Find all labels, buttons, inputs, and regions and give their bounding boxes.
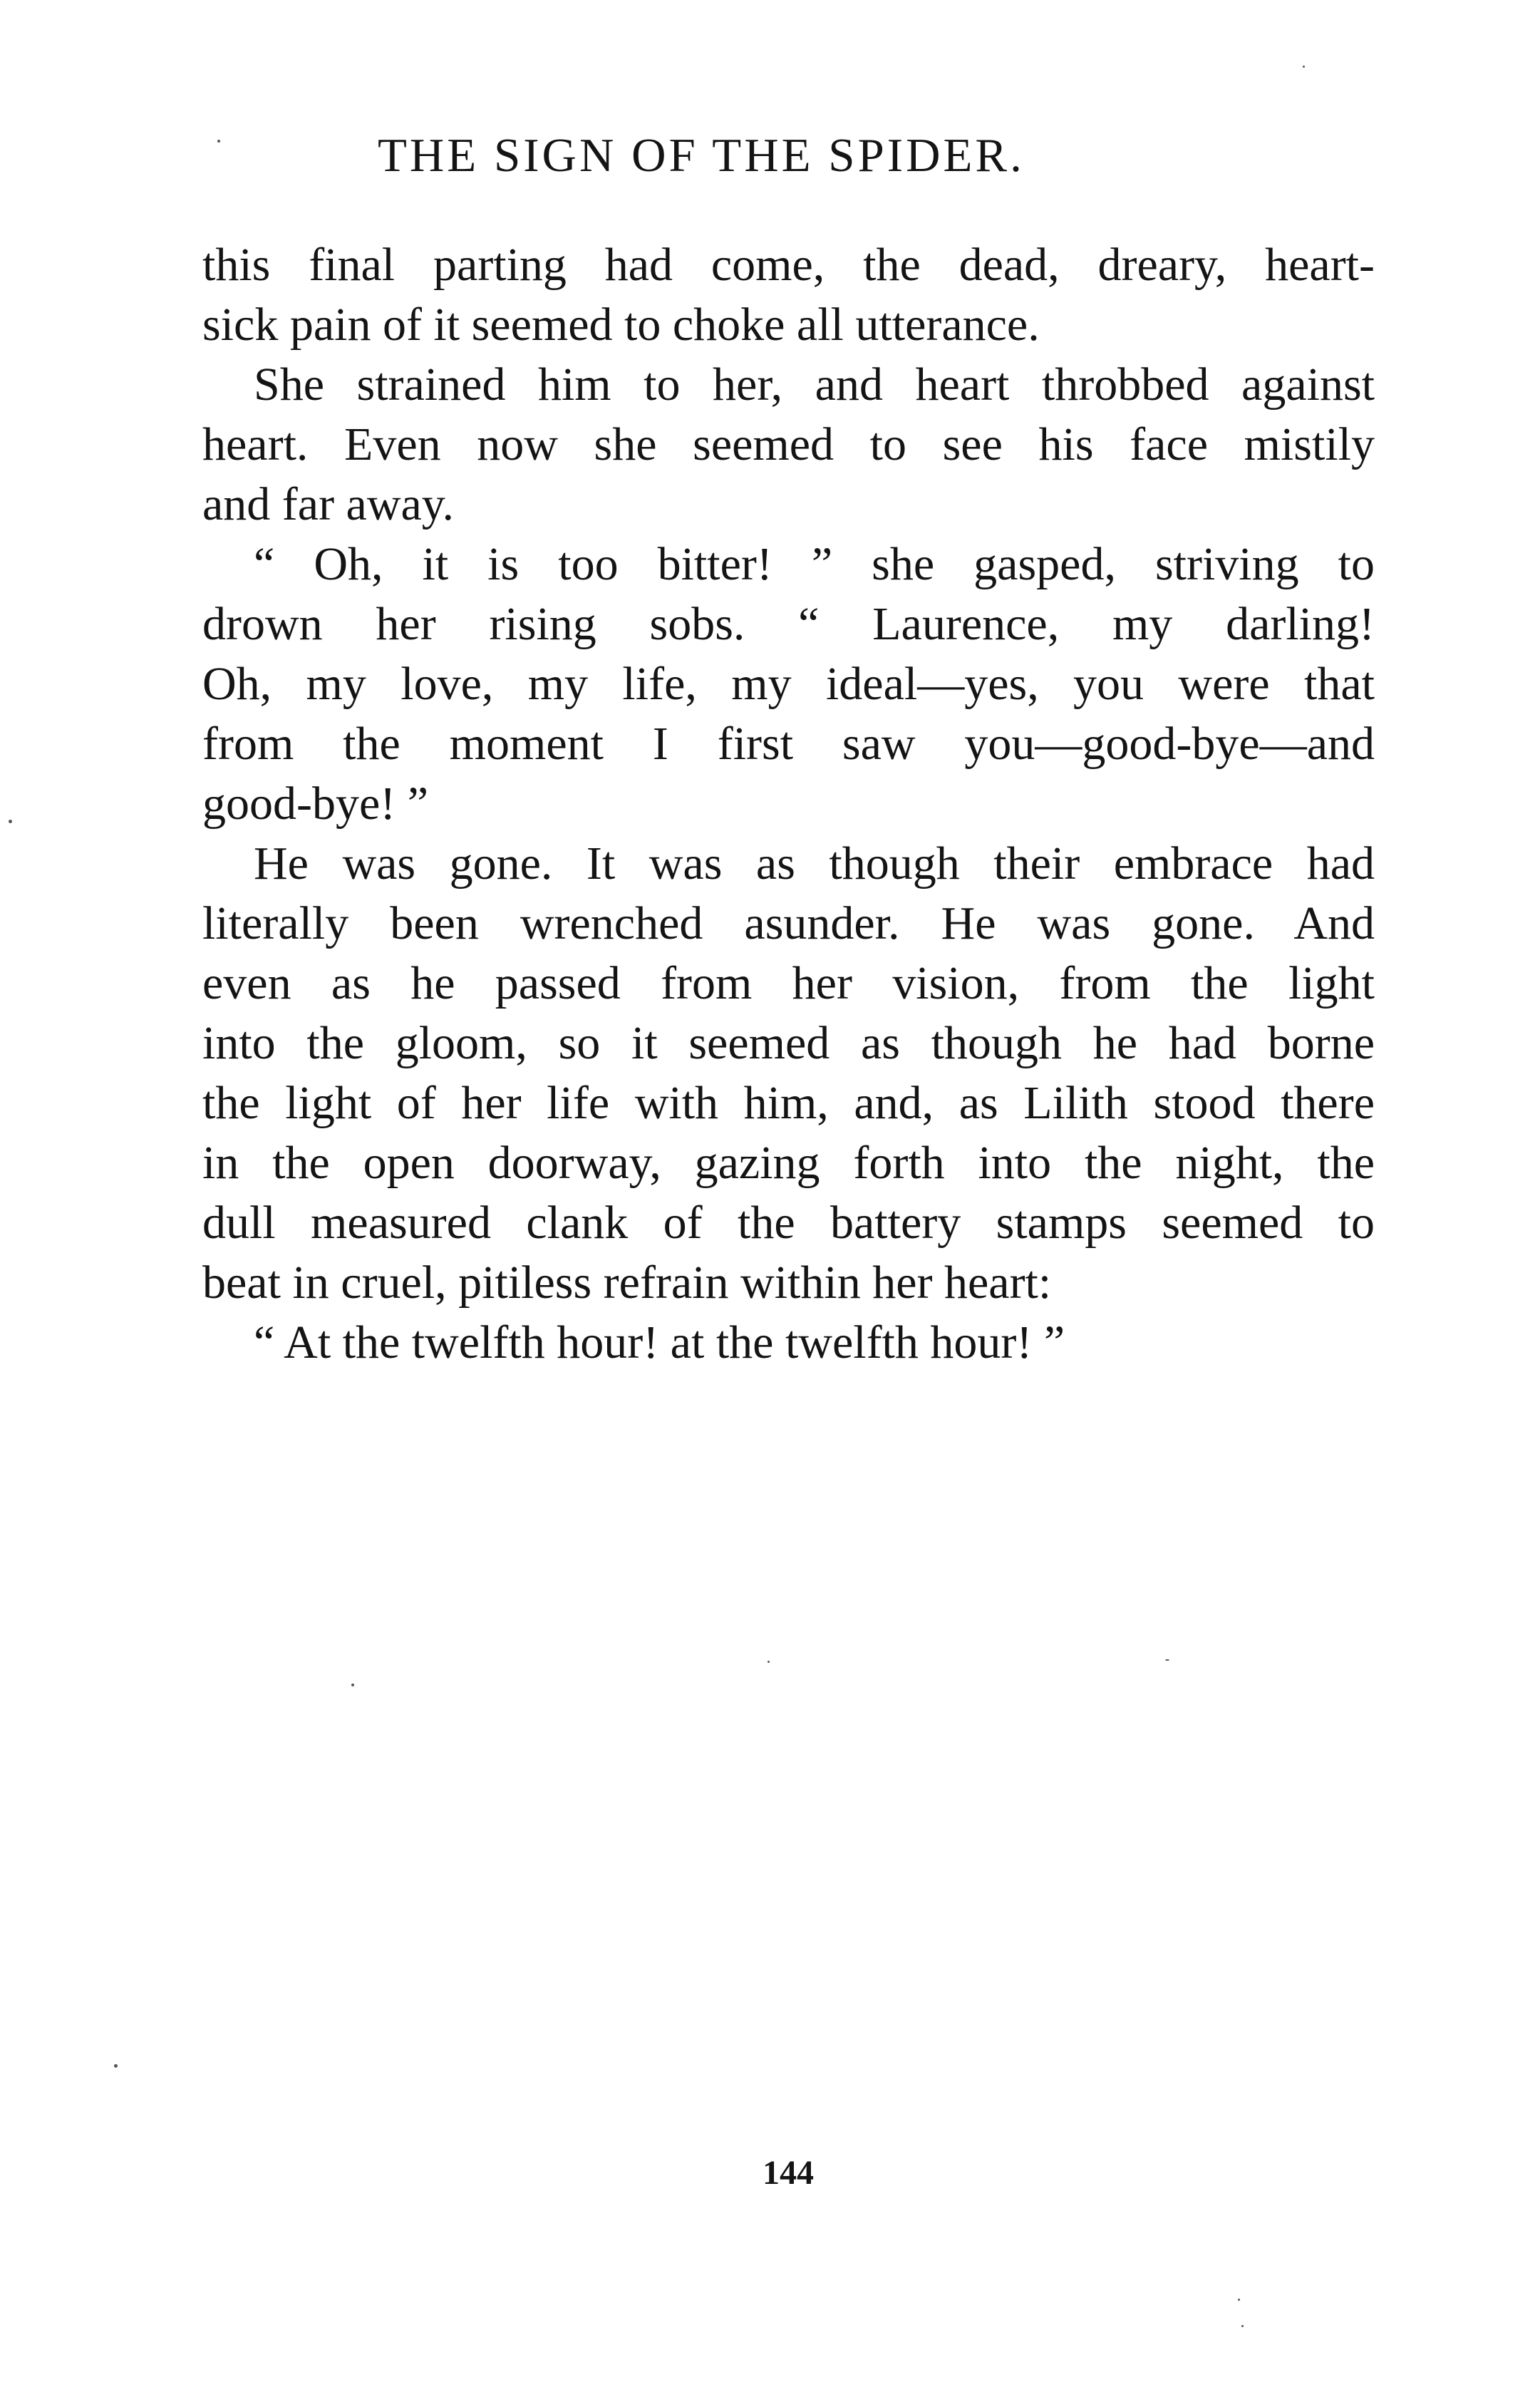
text-line: dull measured clank of the battery stamps seemed to bbox=[202, 1197, 1375, 1249]
scan-speck bbox=[1165, 1659, 1169, 1661]
scan-speck bbox=[114, 2064, 118, 2068]
body-text bbox=[202, 235, 1375, 1373]
text-line: this final parting had come, the dead, dreary, heart- bbox=[202, 239, 1375, 291]
text-line: She strained him to her, and heart throbbed against bbox=[254, 359, 1375, 411]
text-line: good-bye! ” bbox=[202, 778, 429, 830]
text-line: He was gone. It was as though their embrace had bbox=[254, 837, 1375, 890]
text-line: even as he passed from her vision, from the light bbox=[202, 957, 1375, 1009]
text-line: and far away. bbox=[202, 478, 455, 530]
text-line: heart. Even now she seemed to see his face mistily bbox=[202, 418, 1375, 470]
text-line: in the open doorway, gazing forth into the night, the bbox=[202, 1137, 1375, 1189]
text-line: Oh, my love, my life, my ideal—yes, you were that bbox=[202, 658, 1375, 710]
scan-speck bbox=[351, 1684, 354, 1686]
page-number: 144 bbox=[763, 2154, 814, 2192]
text-line: sick pain of it seemed to choke all utterance. bbox=[202, 299, 1040, 351]
text-line: “ At the twelfth hour! at the twelfth hour! ” bbox=[254, 1316, 1065, 1368]
scan-speck bbox=[768, 1661, 770, 1663]
text-line: the light of her life with him, and, as Lilith stood there bbox=[202, 1077, 1375, 1129]
text-line: literally been wrenched asunder. He was gone. And bbox=[202, 897, 1375, 949]
scan-speck bbox=[1303, 66, 1305, 68]
text-line: “ Oh, it is too bitter! ” she gasped, striving to bbox=[254, 538, 1375, 590]
text-line: from the moment I first saw you—good-bye—and bbox=[202, 718, 1375, 770]
text-line: into the gloom, so it seemed as though he had borne bbox=[202, 1017, 1375, 1069]
scan-speck bbox=[1241, 2325, 1244, 2327]
scan-speck bbox=[217, 140, 220, 143]
scan-speck bbox=[1238, 2299, 1240, 2301]
scan-speck bbox=[9, 820, 12, 823]
text-line: drown her rising sobs. “ Laurence, my darling! bbox=[202, 598, 1375, 650]
running-head: THE SIGN OF THE SPIDER. bbox=[378, 129, 1025, 182]
text-line: beat in cruel, pitiless refrain within her heart: bbox=[202, 1257, 1052, 1309]
